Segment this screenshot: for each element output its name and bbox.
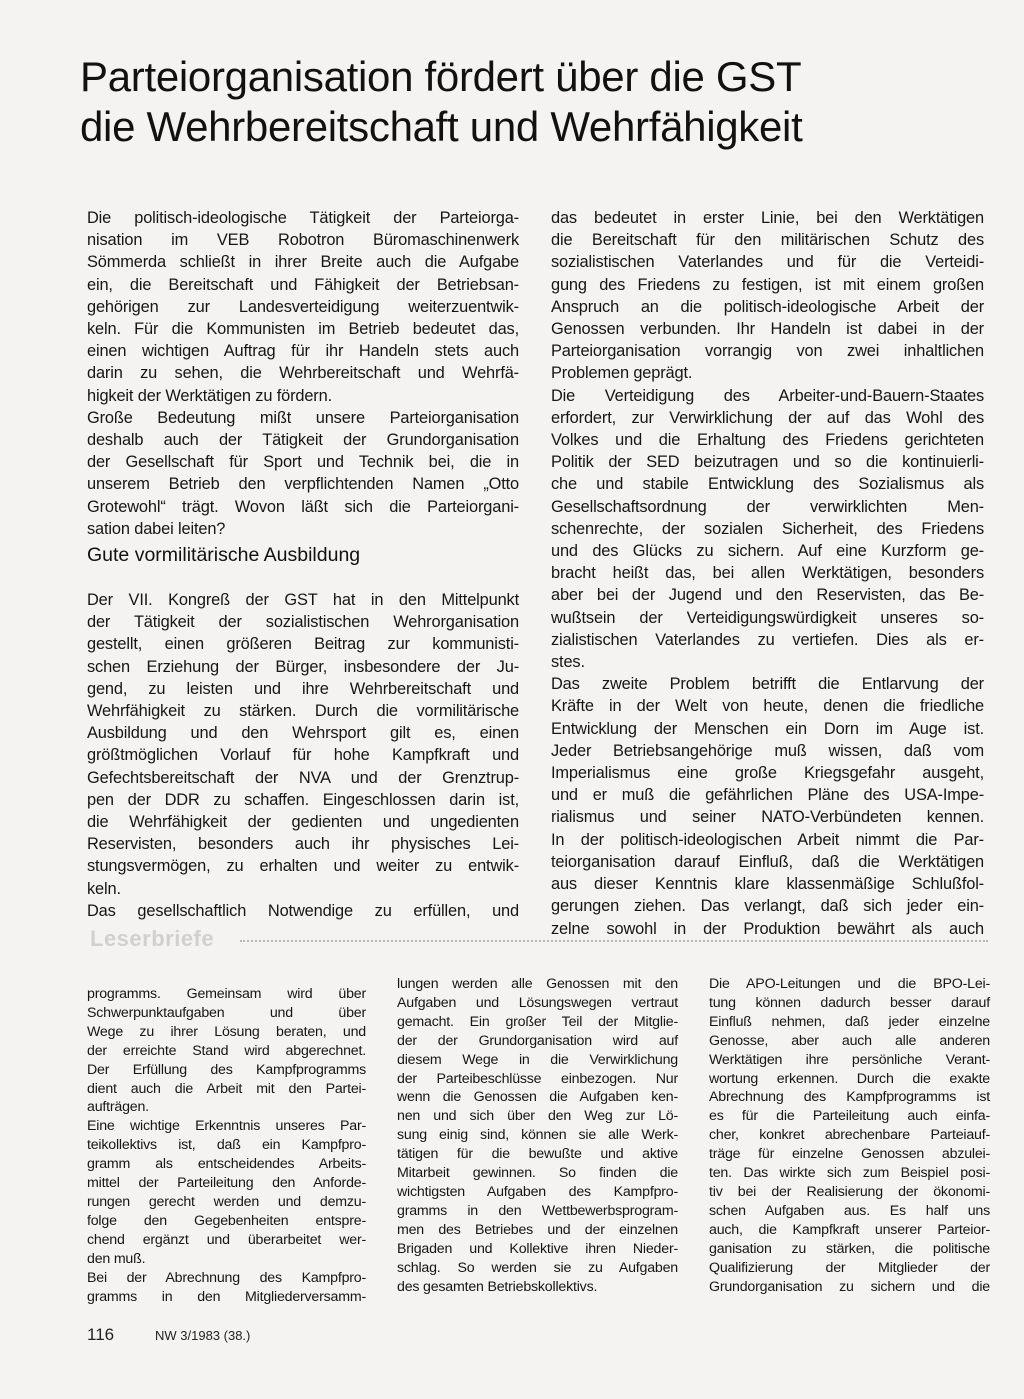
text-line: folge den Gegebenheiten entspre- xyxy=(87,1212,366,1229)
text-line: gend, zu leisten und ihre Wehrbereitschaft und xyxy=(87,679,519,698)
text-line: und er muß die gefährlichen Pläne des USA-Impe- xyxy=(551,786,984,805)
text-line: Imperialismus eine große Kriegsgefahr ausgeht, xyxy=(551,764,984,783)
text-line: schlag. So werden sie zu Aufgaben xyxy=(397,1259,678,1276)
text-line: gramms in den Wettbewerbsprogram- xyxy=(397,1202,678,1219)
text-line: Aufgaben und Lösungswegen vertraut xyxy=(397,994,678,1011)
text-line: teiorganisation darauf Einfluß, daß die Werktätigen xyxy=(551,852,984,871)
text-line: gehörigen zur Landesverteidigung weiterzuentwik- xyxy=(87,297,519,316)
text-line: rialismus und seiner NATO-Verbündeten kennen. xyxy=(551,808,984,827)
text-line: deshalb auch der Tätigkeit der Grundorganisation xyxy=(87,431,519,450)
text-line: Sömmerda schließt in ihrer Breite auch die Aufgabe xyxy=(87,253,519,272)
text-line: gemacht. Ein großer Teil der Mitglie- xyxy=(397,1013,678,1030)
text-line: Qualifizierung der Mitglieder der xyxy=(709,1259,990,1276)
text-line: Das zweite Problem betrifft die Entlarvung der xyxy=(551,675,984,694)
text-line: des gesamten Betriebskollektivs. xyxy=(397,1278,598,1295)
text-line: sation dabei leiten? xyxy=(87,519,226,538)
text-line: Grundorganisation zu sichern und die xyxy=(709,1278,990,1295)
text-line: Entwicklung der Menschen ein Dorn im Auge ist. xyxy=(551,719,984,738)
text-line: pen der DDR zu schaffen. Eingeschlossen darin ist, xyxy=(87,790,519,809)
article-title xyxy=(80,52,980,152)
text-line: die Wehrfähigkeit der gedienten und ungedienten xyxy=(87,813,519,832)
text-line: Problemen geprägt. xyxy=(551,364,693,383)
text-line: ganisation zu stärken, die politische xyxy=(709,1240,990,1257)
text-line: wortung erkennen. Durch die exakte xyxy=(709,1070,990,1087)
text-line: nen und sich über den Weg zur Lö- xyxy=(397,1108,678,1125)
text-line: Große Bedeutung mißt unsere Parteiorganisation xyxy=(87,408,519,427)
text-line: Wehrfähigkeit zu stärken. Durch die vormilitärische xyxy=(87,702,519,721)
text-line: das bedeutet in erster Linie, bei den Werktätigen xyxy=(551,209,984,227)
text-line: Die politisch-ideologische Tätigkeit der Parteiorga- xyxy=(87,209,519,227)
text-line: darin zu sehen, die Wehrbereitschaft und Wehrfä- xyxy=(87,364,519,383)
column-2 xyxy=(551,207,984,940)
text-line: ein, die Bereitschaft und Fähigkeit der Betriebsan- xyxy=(87,275,519,294)
text-line: Genossen verbunden. Ihr Handeln ist dabei in der xyxy=(551,320,984,339)
text-line: gung des Friedens zu festigen, ist mit einem großen xyxy=(551,275,984,294)
text-line: programms. Gemeinsam wird über xyxy=(87,986,366,1002)
text-line: wenn die Genossen die Aufgaben ken- xyxy=(397,1089,678,1106)
text-line: rungen gerecht werden und demzu- xyxy=(87,1193,366,1210)
text-line: es für die Parteileitung auch einfa- xyxy=(709,1108,990,1125)
column-5 xyxy=(709,975,990,1296)
text-line: Das gesellschaftlich Notwendige zu erfüllen, und xyxy=(87,901,519,920)
text-line: zelne sowohl in der Produktion bewährt als auch xyxy=(551,919,984,938)
text-line: cher, konkret abrechenbare Parteiauf- xyxy=(709,1127,990,1144)
text-line: der Tätigkeit der sozialistischen Wehrorganisation xyxy=(87,613,519,632)
text-line: higkeit der Werktätigen zu fördern. xyxy=(87,386,332,405)
text-line: gestellt, einen größeren Beitrag zur kommunisti- xyxy=(87,635,519,654)
text-line: schen Aufgaben aus. Es half uns xyxy=(709,1202,990,1219)
text-line: sozialistischen Vaterlandes und für die Verteidi- xyxy=(551,253,984,272)
article-title-line-1: Parteiorganisation fördert über die GST xyxy=(80,53,802,100)
text-line: keln. Für die Kommunisten im Betrieb bedeutet das, xyxy=(87,320,519,339)
text-line: Die Verteidigung des Arbeiter-und-Bauern-Staates xyxy=(551,386,984,405)
text-line: In der politisch-ideologischen Arbeit nimmt die Par- xyxy=(551,830,984,849)
text-line: Abrechnung des Kampfprogramms ist xyxy=(709,1089,990,1106)
text-line: ten. Das wirkte sich zum Beispiel posi- xyxy=(709,1165,990,1182)
text-line: erfordert, zur Verwirklichung der auf das Wohl des xyxy=(551,408,984,427)
text-line: keln. xyxy=(87,879,121,898)
text-line: und des Glücks zu sichern. Auf eine Kurzform ge- xyxy=(551,542,984,561)
text-line: Werktätigen ihre persönliche Verant- xyxy=(709,1051,990,1068)
text-line: einen wichtigen Auftrag für ihr Handeln stets auch xyxy=(87,342,519,361)
text-line: diesem Wege in die Verwirklichung xyxy=(397,1051,678,1068)
text-line: wußtsein der Verteidigungswürdigkeit unseres so- xyxy=(551,608,984,627)
text-line: chend ergänzt und überarbeitet wer- xyxy=(87,1231,366,1248)
text-line: tätigen für die bewußte und aktive xyxy=(397,1146,678,1163)
text-line: gramm als entscheidendes Arbeits- xyxy=(87,1156,366,1173)
page-number: 116 xyxy=(87,1325,115,1344)
text-line: Anspruch an die politisch-ideologische Arbeit der xyxy=(551,297,984,316)
text-line: lungen werden alle Genossen mit den xyxy=(397,976,678,992)
column-1-body xyxy=(87,589,519,922)
section-label-leserbriefe: Leserbriefe xyxy=(90,926,215,951)
text-line: teikollektivs ist, daß ein Kampfpro- xyxy=(87,1137,366,1154)
text-line: Gefechtsbereitschaft der NVA und der Grenztrup- xyxy=(87,768,519,787)
text-line: Schwerpunktaufgaben und über xyxy=(87,1004,366,1021)
text-line: Mitarbeit gewinnen. So finden die xyxy=(397,1165,678,1182)
issue-reference: NW 3/1983 (38.) xyxy=(155,1328,251,1343)
text-line: bracht heißt das, bei allen Werktätigen, besonders xyxy=(551,564,984,583)
text-line: gerungen ziehen. Das verlangt, daß sich jeder ein- xyxy=(551,897,984,916)
section-divider xyxy=(240,940,988,942)
text-line: auch, die Kampfkraft unserer Parteior- xyxy=(709,1221,990,1238)
text-line: che und stabile Entwicklung des Sozialismus als xyxy=(551,475,984,494)
text-line: der Gesellschaft für Sport und Technik bei, die in xyxy=(87,453,519,472)
column-4 xyxy=(397,975,678,1296)
text-line: Parteiorganisation vorrangig von zwei inhaltlichen xyxy=(551,342,984,361)
text-line: schenrechte, der sozialen Sicherheit, des Friedens xyxy=(551,519,984,538)
text-line: die Bereitschaft für den militärischen Schutz des xyxy=(551,231,984,250)
text-line: sung einig sind, können sie alle Werk- xyxy=(397,1127,678,1144)
text-line: mittel der Parteileitung den Anforde- xyxy=(87,1175,366,1192)
column-1-intro xyxy=(87,207,519,540)
text-line: unserem Betrieb den verpflichtenden Namen „Otto xyxy=(87,475,519,494)
text-line: wichtigsten Aufgaben des Kampfpro- xyxy=(397,1183,678,1200)
subheading: Gute vormilitärische Ausbildung xyxy=(87,544,361,566)
text-line: aufträgen. xyxy=(87,1099,149,1116)
text-line: Die APO-Leitungen und die BPO-Lei- xyxy=(709,976,990,992)
text-line: Reservisten, besonders auch ihr physisches Lei- xyxy=(87,835,519,854)
text-line: größtmöglichen Vorlauf für hohe Kampfkraft und xyxy=(87,746,519,765)
text-line: Genosse, aber auch alle anderen xyxy=(709,1032,990,1049)
text-line: Eine wichtige Erkenntnis unseres Par- xyxy=(87,1118,366,1135)
text-line: Kräfte in der Welt von heute, denen die friedliche xyxy=(551,697,984,716)
text-line: Bei der Abrechnung des Kampfpro- xyxy=(87,1269,366,1286)
text-line: Gesellschaftsordnung der verwirklichten Men- xyxy=(551,497,984,516)
article-title-line-2: die Wehrbereitschaft und Wehrfähigkeit xyxy=(80,103,803,150)
text-line: Wege zu ihrer Lösung beraten, und xyxy=(87,1023,366,1040)
text-line: Einfluß nehmen, daß jeder einzelne xyxy=(709,1013,990,1030)
text-line: träge für einzelne Genossen abzulei- xyxy=(709,1146,990,1163)
text-line: Der VII. Kongreß der GST hat in den Mittelpunkt xyxy=(87,591,519,609)
text-line: dient auch die Arbeit mit den Partei- xyxy=(87,1080,366,1097)
text-line: Ausbildung und den Wehrsport gilt es, einen xyxy=(87,724,519,743)
text-line: zialistischen Vaterlandes zu vertiefen. Dies als er- xyxy=(551,630,984,649)
text-line: den muß. xyxy=(87,1250,146,1267)
text-line: der Parteibeschlüsse einbezogen. Nur xyxy=(397,1070,678,1087)
text-line: Volkes und die Erhaltung des Friedens gerichteten xyxy=(551,431,984,450)
text-line: aber bei der Jugend und den Reservisten, das Be- xyxy=(551,586,984,605)
text-line: Politik der SED beizutragen und so die kontinuierli- xyxy=(551,453,984,472)
text-line: men des Betriebes und der einzelnen xyxy=(397,1221,678,1238)
text-line: der der Grundorganisation wird auf xyxy=(397,1032,678,1049)
text-line: der erreichte Stand wird abgerechnet. xyxy=(87,1042,366,1059)
text-line: Grotewohl“ trägt. Wovon läßt sich die Parteiorgani- xyxy=(87,497,519,516)
text-line: Jeder Betriebsangehörige muß wissen, daß vom xyxy=(551,741,984,760)
text-line: stes. xyxy=(551,653,585,672)
text-line: tiv bei der Realisierung der ökonomi- xyxy=(709,1183,990,1200)
text-line: nisation im VEB Robotron Büromaschinenwerk xyxy=(87,231,519,250)
text-line: schen Erziehung der Bürger, insbesondere der Ju- xyxy=(87,657,519,676)
column-3 xyxy=(87,985,366,1306)
text-line: gramms in den Mitgliederversamm- xyxy=(87,1288,366,1305)
text-line: aus dieser Kenntnis klare klassenmäßige Schlußfol- xyxy=(551,875,984,894)
text-line: Der Erfüllung des Kampfprogramms xyxy=(87,1061,366,1078)
text-line: stungsvermögen, zu erhalten und weiter zu entwik- xyxy=(87,857,519,876)
text-line: tung können dadurch besser darauf xyxy=(709,994,990,1011)
text-line: Brigaden und Kollektive ihren Nieder- xyxy=(397,1240,678,1257)
